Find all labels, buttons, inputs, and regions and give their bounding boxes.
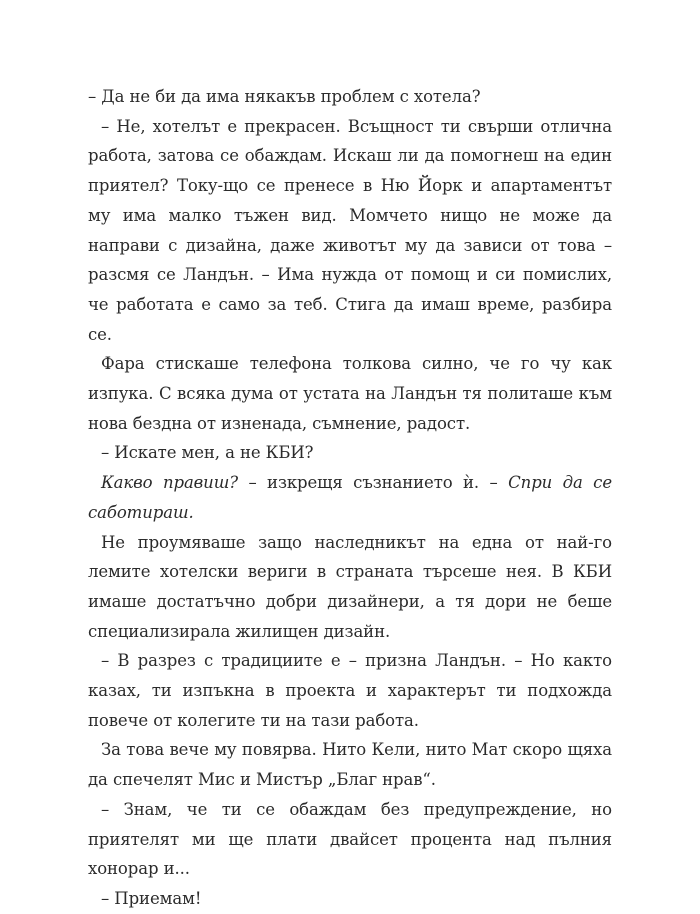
paragraph-1: – Да не би да има някакъв проблем с хотела? xyxy=(88,87,481,106)
thought-italic-2: Спри да се саботираш. xyxy=(88,473,612,522)
paragraph-7: За това вече му повярва. Нито Кели, нито Мат скоро щяха да спечелят Мис и Мистър „Благ нрав“. xyxy=(88,740,612,790)
paragraph-8: – Знам, че ти се обаждам без предупреждение, но приятелят ми ще плати двайсет процента над пълния хонорар и... xyxy=(88,799,612,879)
thought-italic-1: Какво правиш? xyxy=(101,473,238,493)
paragraph-5: Не проумяваше защо наследникът на една от най-го лемите хотелски вериги в страната търсеше нея. В КБИ имаше достатъчно добри дизайнери, а тя дори не беше специализирала жилищен дизайн. xyxy=(88,532,612,641)
paragraph-3: Фара стискаше телефона толкова силно, че го чу как изпука. С всяка дума от устата на Ландън тя политаше към нова бездна от изненада, съмнение, радост. xyxy=(88,354,612,433)
thought-plain: – изкрещя съзнанието ѝ. – xyxy=(237,473,509,493)
paragraph-9: – Приемам! xyxy=(101,888,202,908)
paragraph-2: – Не, хотелът е прекрасен. Всъщност ти свърши отлична работа, затова се обаждам. Искаш ли да помогнеш на един приятел? Току-що се пренесе в Ню Йорк и апартаментът му има малко тъжен вид. Момчето нищо не може да направи с дизайна, даже животът му да зависи от това – разсмя се Ландън. – Има нужда от помощ и си помислих, че работата е само за теб. Стига да имаш време, разбира се. xyxy=(88,116,612,344)
paragraph-6: – В разрез с традициите е – призна Ландън. – Но както казах, ти изпъкна в проекта и характерът ти подхожда повече от колегите ти на тази работа. xyxy=(88,651,612,730)
paragraph-4: – Искате мен, а не КБИ? xyxy=(101,443,314,463)
page-text xyxy=(88,82,612,914)
paragraph-thought xyxy=(88,468,612,527)
